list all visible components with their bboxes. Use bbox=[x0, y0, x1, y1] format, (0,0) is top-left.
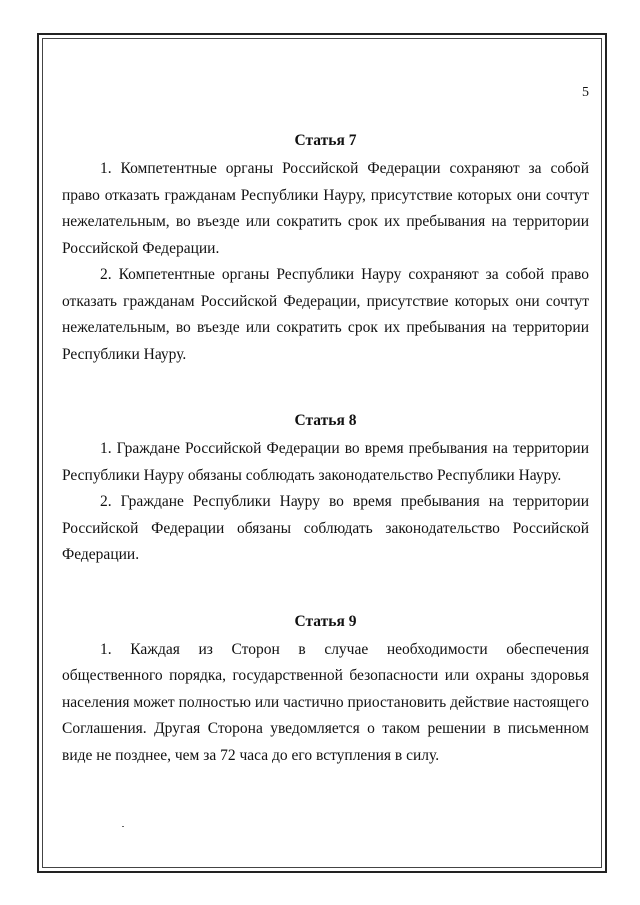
document-body bbox=[62, 128, 589, 809]
article-title: Статья 8 bbox=[294, 412, 357, 429]
page-number: 5 bbox=[582, 85, 589, 100]
article-paragraph: 2. Граждане Республики Науру во время пребывания на территории Российской Федерации обязаны соблюдать законодательство Российской Федерации. bbox=[62, 493, 589, 563]
article-paragraph: 2. Компетентные органы Республики Науру сохраняют за собой право отказать гражданам Российской Федерации, присутствие которых они сочтут нежелательным, во въезде или сократить срок их пребывания на территории Республики Науру. bbox=[62, 266, 589, 363]
article-title: Статья 9 bbox=[294, 612, 357, 630]
article-7 bbox=[62, 128, 589, 368]
scan-speck bbox=[122, 826, 124, 827]
article-paragraph: 1. Каждая из Сторон в случае необходимости обеспечения общественного порядка, государственной безопасности или охраны здоровья населения может полностью или частично приостановить действие настоящего Соглашения. Другая Сторона уведомляется о таком решении в письменном виде не позднее, чем за 72 часа до его вступления в силу. bbox=[62, 640, 589, 764]
article-8 bbox=[62, 408, 589, 569]
article-paragraph: 1. Граждане Российской Федерации во время пребывания на территории Республики Науру обязаны соблюдать законодательство Республики Науру. bbox=[62, 440, 589, 484]
article-paragraph: 1. Компетентные органы Российской Федерации сохраняют за собой право отказать гражданам Республики Науру, присутствие которых они сочтут нежелательным, во въезде или сократить срок их пребывания на территории Российской Федерации. bbox=[62, 160, 589, 257]
article-title: Статья 7 bbox=[294, 132, 357, 149]
article-9 bbox=[62, 609, 589, 770]
